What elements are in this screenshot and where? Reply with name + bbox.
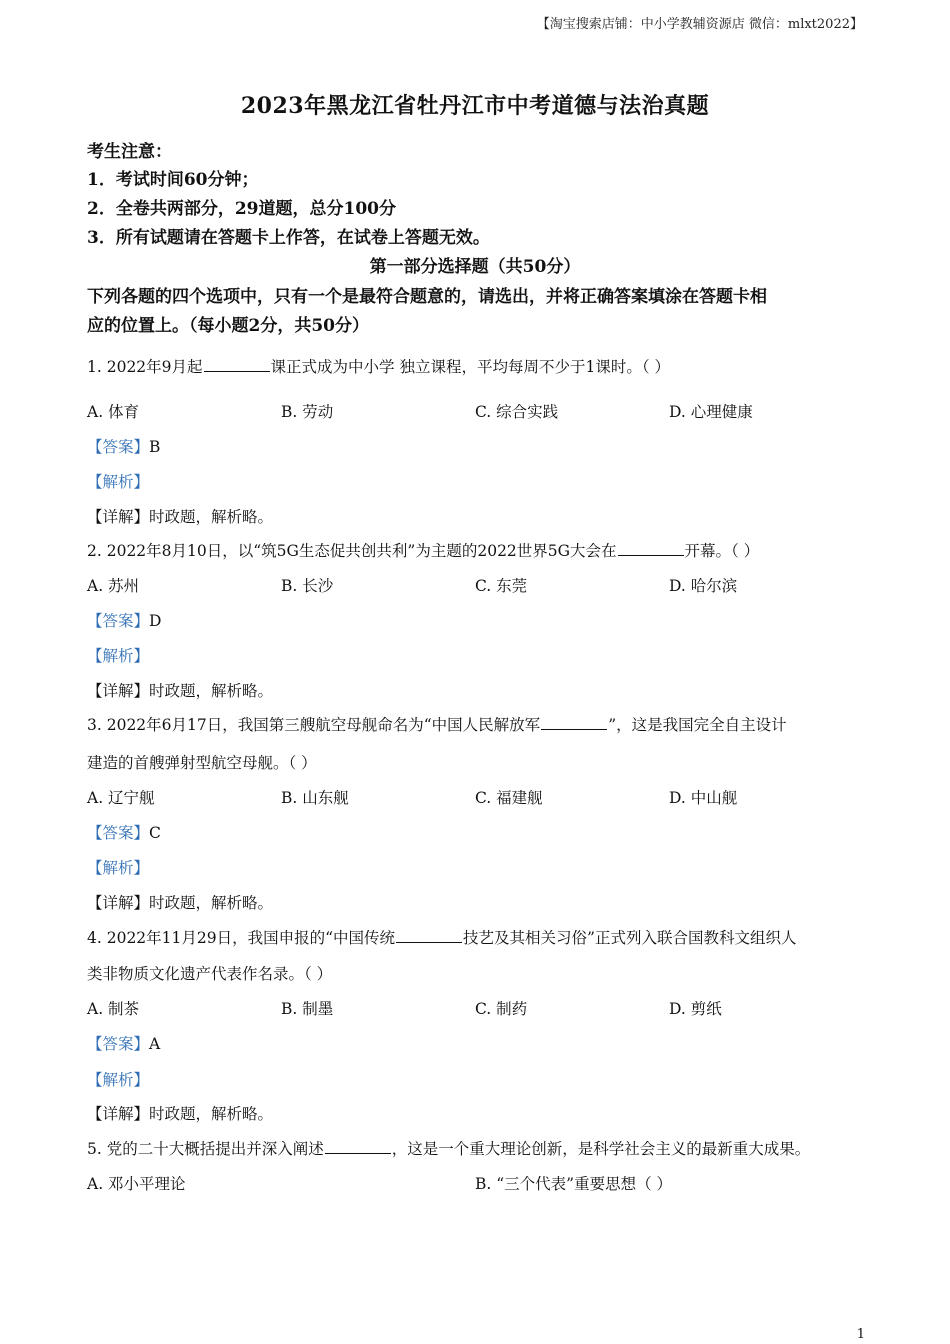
- analysis-tag: 【解析】: [87, 473, 150, 491]
- answer-value: D: [149, 612, 162, 630]
- option: A. 辽宁舰: [87, 789, 155, 807]
- option: C. 制药: [475, 1000, 528, 1018]
- analysis-tag: 【解析】: [87, 1071, 150, 1089]
- analysis-line: [87, 644, 149, 666]
- part-instruction: 应的位置上。（每小题2分，共50分）: [87, 316, 369, 336]
- notice-item: 1．考试时间60分钟；: [87, 170, 259, 190]
- question-stem-cont: 建造的首艘弹射型航空母舰。（ ）: [87, 754, 317, 772]
- option: D. 心理健康: [669, 403, 753, 421]
- analysis-line: [87, 856, 149, 878]
- detail-line: [87, 891, 273, 913]
- option: A. 苏州: [87, 577, 140, 595]
- detail-text: 时政题，解析略。: [149, 508, 274, 526]
- fill-blank: [325, 1139, 391, 1154]
- detail-text: 时政题，解析略。: [149, 1105, 274, 1123]
- answer-value: C: [149, 824, 161, 842]
- option: A. 体育: [87, 403, 140, 421]
- option: C. 东莞: [475, 577, 528, 595]
- question-text: ”，这是我国完全自主设计: [608, 716, 787, 734]
- answer-tag: 【答案】: [87, 612, 150, 630]
- question-text: 2. 2022年8月10日，以“筑5G生态促共创共利”为主题的2022世界5G大会在: [87, 542, 617, 560]
- detail-tag: 【详解】: [87, 894, 150, 912]
- option: C. 综合实践: [475, 403, 559, 421]
- option: D. 哈尔滨: [669, 577, 738, 595]
- detail-line: [87, 679, 273, 701]
- page-number: 1: [856, 1327, 865, 1342]
- question-text: 1. 2022年9月起: [87, 358, 203, 376]
- option: A. 邓小平理论: [87, 1175, 186, 1193]
- option: B. 制墨: [281, 1000, 334, 1018]
- option: B. 长沙: [281, 577, 334, 595]
- question-text: 开幕。（ ）: [684, 542, 760, 560]
- option: B. 劳动: [281, 403, 334, 421]
- question-stem: [87, 1137, 810, 1159]
- detail-line: [87, 505, 273, 527]
- question-text: 技艺及其相关习俗”正式列入联合国教科文组织人: [463, 929, 797, 947]
- question-text: ，这是一个重大理论创新，是科学社会主义的最新重大成果。: [391, 1140, 811, 1158]
- answer-line: [87, 435, 160, 457]
- notice-heading: 考生注意：: [87, 142, 172, 162]
- answer-tag: 【答案】: [87, 438, 150, 456]
- answer-line: [87, 609, 161, 631]
- detail-tag: 【详解】: [87, 1105, 150, 1123]
- question-text: 5. 党的二十大概括提出并深入阐述: [87, 1140, 324, 1158]
- notice-item: 2．全卷共两部分，29道题，总分100分: [87, 199, 396, 219]
- detail-line: [87, 1102, 273, 1124]
- answer-value: A: [149, 1035, 161, 1053]
- answer-tag: 【答案】: [87, 824, 150, 842]
- answer-tag: 【答案】: [87, 1035, 150, 1053]
- option: D. 剪纸: [669, 1000, 722, 1018]
- question-stem: [87, 713, 787, 735]
- detail-tag: 【详解】: [87, 682, 150, 700]
- option: B. 山东舰: [281, 789, 349, 807]
- detail-text: 时政题，解析略。: [149, 682, 274, 700]
- detail-tag: 【详解】: [87, 508, 150, 526]
- answer-line: [87, 1032, 160, 1054]
- question-text: 3. 2022年6月17日，我国第三艘航空母舰命名为“中国人民解放军: [87, 716, 541, 734]
- analysis-line: [87, 470, 149, 492]
- question-stem: [87, 539, 759, 561]
- detail-text: 时政题，解析略。: [149, 894, 274, 912]
- analysis-tag: 【解析】: [87, 859, 150, 877]
- fill-blank: [204, 357, 270, 372]
- question-stem-cont: 类非物质文化遗产代表作名录。（ ）: [87, 965, 333, 983]
- question-text: 4. 2022年11月29日，我国申报的“中国传统: [87, 929, 396, 947]
- fill-blank: [618, 541, 684, 556]
- analysis-line: [87, 1068, 149, 1090]
- fill-blank: [396, 928, 462, 943]
- page-header: 【淘宝搜索店铺：中小学教辅资源店 微信：mlxt2022】: [536, 17, 863, 32]
- question-stem: [87, 355, 670, 377]
- part-heading: 第一部分选择题（共50分）: [369, 257, 581, 277]
- notice-item: 3．所有试题请在答题卡上作答，在试卷上答题无效。: [87, 228, 490, 248]
- answer-value: B: [149, 438, 161, 456]
- question-stem: [87, 926, 796, 948]
- option: A. 制茶: [87, 1000, 140, 1018]
- fill-blank: [541, 715, 607, 730]
- option: B. “三个代表”重要思想（ ）: [475, 1175, 673, 1193]
- question-text: 课正式成为中小学 独立课程，平均每周不少于1课时。（ ）: [270, 358, 670, 376]
- option: C. 福建舰: [475, 789, 543, 807]
- answer-line: [87, 821, 161, 843]
- analysis-tag: 【解析】: [87, 647, 150, 665]
- part-instruction: 下列各题的四个选项中，只有一个是最符合题意的，请选出，并将正确答案填涂在答题卡相: [87, 287, 767, 307]
- document-title: 2023年黑龙江省牡丹江市中考道德与法治真题: [240, 93, 710, 119]
- option: D. 中山舰: [669, 789, 738, 807]
